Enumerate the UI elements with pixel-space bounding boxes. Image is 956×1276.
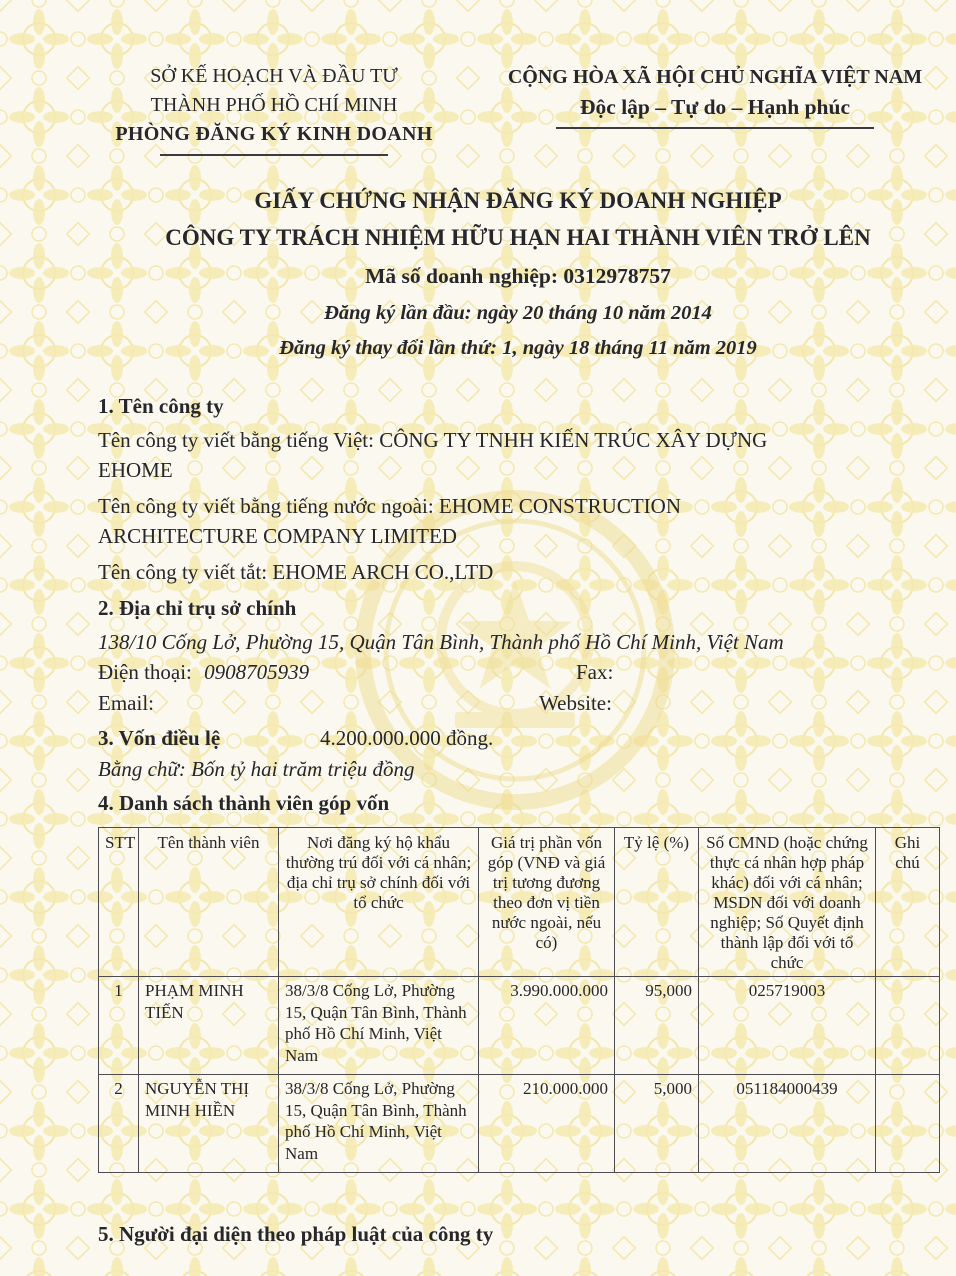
charter-capital-amount: 4.200.000.000 đồng.: [320, 726, 494, 750]
member2-name: NGUYỄN THỊ MINH HIỀN: [139, 1075, 279, 1173]
header-cell-notes: Ghi chú: [876, 828, 940, 977]
member1-name: PHẠM MINH TIẾN: [139, 977, 279, 1075]
member1-address: 38/3/8 Cống Lở, Phường 15, Quận Tân Bình, Thành phố Hồ Chí Minh, Việt Nam: [279, 977, 479, 1075]
national-header-block: [492, 62, 938, 129]
member2-stt: 2: [99, 1075, 139, 1173]
first-registration-date: Đăng ký lần đầu: ngày 20 tháng 10 năm 2014: [324, 302, 712, 324]
left-header-underline: [160, 154, 388, 156]
phone-number: 0908705939: [204, 660, 310, 684]
company-name-vietnamese-line2: EHOME: [98, 458, 173, 482]
issuing-authority-line2: THÀNH PHỐ HỒ CHÍ MINH: [150, 94, 398, 116]
registration-dates: [98, 296, 938, 366]
section2-heading: 2. Địa chỉ trụ sở chính: [98, 596, 297, 620]
member2-capital: 210.000.000: [479, 1075, 615, 1173]
section5-heading: 5. Người đại diện theo pháp luật của công ty: [98, 1222, 494, 1246]
header-cell-capital-value: Giá trị phần vốn góp (VNĐ và giá trị tương đương theo đơn vị tiền nước ngoài, nếu có): [479, 828, 615, 977]
issuing-authority-line3: PHÒNG ĐĂNG KÝ KINH DOANH: [115, 123, 433, 145]
website-label: Website:: [539, 691, 612, 715]
header-cell-registered-address: Nơi đăng ký hộ khẩu thường trú đối với cá nhân; địa chỉ trụ sở chính đối với tổ chức: [279, 828, 479, 977]
member2-id: 051184000439: [699, 1075, 876, 1173]
document-title-line2: CÔNG TY TRÁCH NHIỆM HỮU HẠN HAI THÀNH VIÊN TRỞ LÊN: [165, 225, 871, 250]
document-title-line1: GIẤY CHỨNG NHẬN ĐĂNG KÝ DOANH NGHIỆP: [254, 188, 782, 213]
charter-capital-in-words: Bằng chữ: Bốn tỷ hai trăm triệu đồng: [98, 757, 415, 781]
members-table-header-row: [99, 828, 940, 977]
email-label: Email:: [98, 691, 154, 715]
email-website-row: [98, 688, 938, 719]
issuing-authority-block: [98, 62, 450, 156]
fax-label: Fax:: [576, 660, 614, 684]
document-title: [98, 182, 938, 256]
company-name-abbreviated: Tên công ty viết tắt: EHOME ARCH CO.,LTD: [98, 560, 494, 584]
section1-heading: 1. Tên công ty: [98, 394, 224, 418]
member1-percent: 95,000: [615, 977, 699, 1075]
member2-note: [876, 1075, 940, 1173]
national-title: CỘNG HÒA XÃ HỘI CHỦ NGHĨA VIỆT NAM: [507, 66, 923, 88]
company-name-vietnamese: [98, 425, 938, 485]
header-cell-id-number: Số CMND (hoặc chứng thực cá nhân hợp pháp khác) đối với cá nhân; MSDN đối với doanh nghiệp; Số Quyết định thành lập đối với tổ chức: [699, 828, 876, 977]
national-motto: Độc lập – Tự do – Hạnh phúc: [580, 95, 850, 119]
member1-stt: 1: [99, 977, 139, 1075]
company-name-foreign-line2: ARCHITECTURE COMPANY LIMITED: [98, 524, 457, 548]
head-office-address: 138/10 Cống Lở, Phường 15, Quận Tân Bình, Thành phố Hồ Chí Minh, Việt Nam: [98, 630, 784, 654]
amendment-registration-date: Đăng ký thay đổi lần thứ: 1, ngày 18 tháng 11 năm 2019: [279, 337, 757, 359]
member-row-2: [99, 1075, 940, 1173]
enterprise-code: Mã số doanh nghiệp: 0312978757: [365, 264, 671, 288]
member2-percent: 5,000: [615, 1075, 699, 1173]
member2-address: 38/3/8 Cống Lở, Phường 15, Quận Tân Bình, Thành phố Hồ Chí Minh, Việt Nam: [279, 1075, 479, 1173]
member1-id: 025719003: [699, 977, 876, 1075]
charter-capital-row: [98, 723, 938, 754]
members-table: [98, 827, 940, 1173]
right-header-underline: [556, 127, 874, 129]
document-header: [98, 62, 938, 156]
issuing-authority-line1: SỞ KẾ HOẠCH VÀ ĐẦU TƯ: [150, 65, 398, 87]
phone-fax-row: [98, 657, 938, 688]
member1-capital: 3.990.000.000: [479, 977, 615, 1075]
company-name-foreign-line1: Tên công ty viết bằng tiếng nước ngoài: EHOME CONSTRUCTION: [98, 494, 681, 518]
member1-note: [876, 977, 940, 1075]
header-cell-percentage: Tỷ lệ (%): [615, 828, 699, 977]
company-name-vietnamese-line1: Tên công ty viết bằng tiếng Việt: CÔNG TY TNHH KIẾN TRÚC XÂY DỰNG: [98, 428, 768, 452]
section4-heading: 4. Danh sách thành viên góp vốn: [98, 791, 390, 815]
phone-label: Điện thoại:: [98, 660, 192, 684]
member-row-1: [99, 977, 940, 1075]
header-cell-stt: STT: [99, 828, 139, 977]
section3-heading: 3. Vốn điều lệ: [98, 726, 221, 750]
header-cell-member-name: Tên thành viên: [139, 828, 279, 977]
company-name-foreign: [98, 491, 938, 551]
